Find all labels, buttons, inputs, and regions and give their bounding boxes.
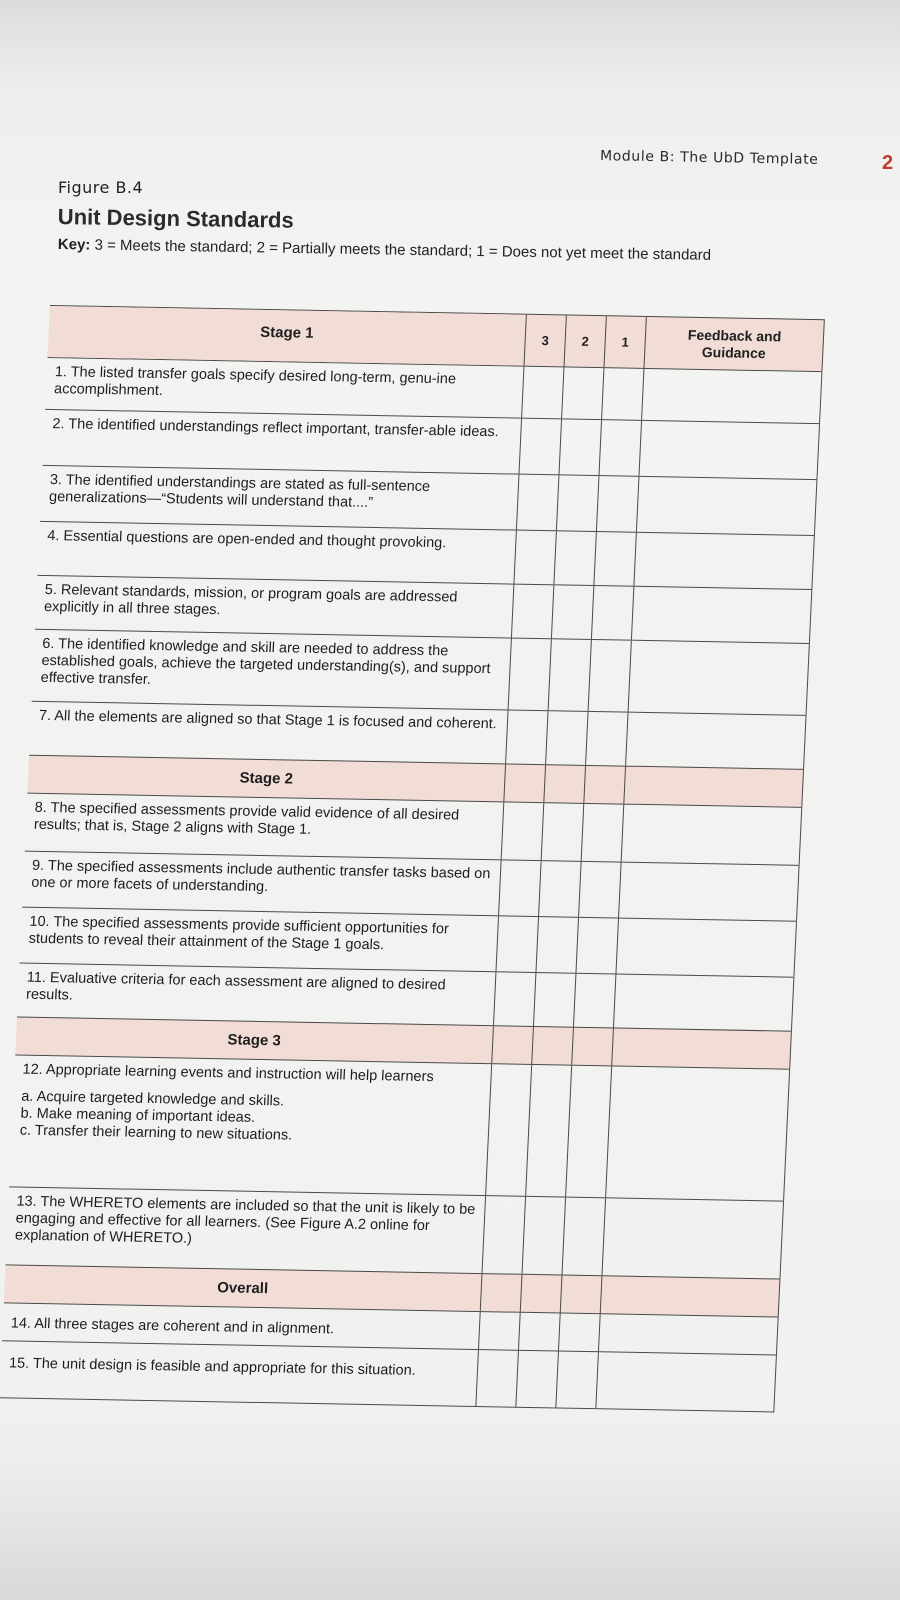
feedback-cell[interactable] <box>605 1066 790 1200</box>
standard-item-4: 4. Essential questions are open-ended and thought provoking. <box>46 527 447 552</box>
feedback-cell[interactable] <box>625 713 806 769</box>
score-2-cell[interactable] <box>525 1065 571 1197</box>
score-1-cell[interactable] <box>581 804 624 862</box>
standard-item-12 <box>9 1055 491 1195</box>
feedback-cell[interactable] <box>598 1314 779 1354</box>
standard-item-11: 11. Evaluative criteria for each assessment are aligned to desired results. <box>25 969 447 1004</box>
score-3-header: 3 <box>524 315 566 367</box>
score-3-cell[interactable] <box>493 972 535 1026</box>
score-1-cell[interactable] <box>558 1314 600 1352</box>
score-2-cell[interactable] <box>518 1313 560 1351</box>
feedback-cell[interactable] <box>601 1198 784 1278</box>
score-2-cell[interactable] <box>556 475 599 531</box>
standard-item-3: 3. The identified understandings are stated as full-sentence generalizations—“Students will understand that....” <box>48 472 431 511</box>
stage-3-heading: Stage 3 <box>227 1031 282 1050</box>
feedback-cell[interactable] <box>628 641 810 715</box>
standard-item-13: 13. The WHERETO elements are included so that the unit is likely to be engaging and effective for all learners. (See Figure A.2 online for explanation of WHERETO.) <box>14 1193 476 1247</box>
score-1-cell <box>560 1276 602 1314</box>
page-number: 2 <box>882 152 894 174</box>
feedback-cell[interactable] <box>636 477 818 535</box>
feedback-cell[interactable] <box>615 919 797 977</box>
running-head: Module B: The UbD Template <box>599 148 819 168</box>
feedback-cell[interactable] <box>621 805 803 865</box>
score-2-cell[interactable] <box>533 973 575 1027</box>
score-2-cell[interactable] <box>515 1351 558 1408</box>
score-1-cell <box>571 1028 613 1066</box>
score-2-cell[interactable] <box>522 1197 566 1275</box>
standard-item-1: 1. The listed transfer goals specify desired long-term, genu-ine accomplishment. <box>53 364 457 400</box>
standard-item-5: 5. Relevant standards, mission, or program goals are addressed explicitly in all three stages. <box>43 581 458 619</box>
score-2-cell[interactable] <box>551 585 593 639</box>
standards-table <box>0 305 825 1412</box>
feedback-cell[interactable] <box>618 863 800 921</box>
score-3-cell[interactable] <box>521 367 563 419</box>
feedback-cell[interactable] <box>595 1352 777 1411</box>
list-item: b. Make meaning of important ideas. <box>20 1105 256 1126</box>
score-3-cell[interactable] <box>478 1312 520 1350</box>
score-1-cell[interactable] <box>599 420 642 476</box>
score-1-cell[interactable] <box>565 1066 611 1198</box>
list-item: c. Transfer their learning to new situations. <box>19 1122 293 1144</box>
score-3-cell <box>503 764 545 802</box>
feedback-cell <box>611 1028 792 1068</box>
score-2-cell <box>543 765 585 803</box>
score-1-cell[interactable] <box>555 1351 598 1408</box>
score-1-cell[interactable] <box>601 368 643 420</box>
table-row <box>6 1186 784 1278</box>
rating-key-label: Key: <box>57 236 91 254</box>
score-1-cell <box>583 766 625 804</box>
score-2-cell[interactable] <box>545 711 587 765</box>
feedback-cell[interactable] <box>631 587 812 643</box>
standard-item-10: 10. The specified assessments provide sufficient opportunities for students to reveal their attainment of the Stage 1 goals. <box>28 913 450 954</box>
score-2-cell[interactable] <box>538 861 581 917</box>
standard-item-14: 14. All three stages are coherent and in alignment. <box>10 1315 335 1338</box>
score-1-cell[interactable] <box>588 640 631 712</box>
score-2-cell <box>531 1027 573 1065</box>
score-2-cell[interactable] <box>535 917 578 973</box>
score-3-cell[interactable] <box>501 802 544 860</box>
feedback-cell <box>600 1276 781 1316</box>
standard-item-6: 6. The identified knowledge and skill are needed to address the established goals, achieve the targeted understanding(s), and support effective transfer. <box>40 635 491 688</box>
score-2-cell[interactable] <box>561 367 603 419</box>
table-row <box>9 1054 790 1200</box>
score-2-cell <box>520 1275 562 1313</box>
standard-item-15: 15. The unit design is feasible and appropriate for this situation. <box>8 1355 417 1379</box>
rating-key-text: 3 = Meets the standard; 2 = Partially meets the standard; 1 = Does not yet meet the standard <box>94 236 712 264</box>
rating-key <box>58 236 711 264</box>
overall-heading: Overall <box>216 1279 269 1298</box>
standard-item-12-sublist <box>19 1089 483 1148</box>
score-1-header: 1 <box>604 316 646 368</box>
score-3-cell <box>480 1274 522 1312</box>
score-3-cell[interactable] <box>485 1064 531 1196</box>
score-3-cell[interactable] <box>508 639 551 711</box>
score-2-cell[interactable] <box>548 639 591 711</box>
stage-1-heading: Stage 1 <box>48 306 526 366</box>
figure-label: Figure B.4 <box>58 178 144 197</box>
score-3-cell[interactable] <box>516 475 559 531</box>
score-1-cell[interactable] <box>573 974 615 1028</box>
feedback-cell[interactable] <box>638 421 820 479</box>
score-3-cell[interactable] <box>511 585 553 639</box>
score-3-cell[interactable] <box>482 1196 526 1274</box>
score-3-cell[interactable] <box>498 860 541 916</box>
score-3-cell[interactable] <box>505 710 547 764</box>
feedback-cell[interactable] <box>641 369 822 423</box>
feedback-header: Feedback and Guidance <box>643 317 824 371</box>
score-2-cell[interactable] <box>559 419 602 475</box>
score-3-cell[interactable] <box>513 531 555 585</box>
score-3-cell <box>491 1026 533 1064</box>
score-3-cell[interactable] <box>475 1350 518 1407</box>
score-1-cell[interactable] <box>575 918 618 974</box>
score-1-cell[interactable] <box>562 1198 606 1276</box>
score-2-cell[interactable] <box>553 531 595 585</box>
list-item: a. Acquire targeted knowledge and skills. <box>20 1088 285 1110</box>
score-1-cell[interactable] <box>585 712 627 766</box>
table-row <box>32 629 810 715</box>
standard-item-7: 7. All the elements are aligned so that Stage 1 is focused and coherent. <box>38 707 498 733</box>
score-3-cell[interactable] <box>519 419 562 475</box>
standard-item-9: 9. The specified assessments include authentic transfer tasks based on one or more facets of understanding. <box>30 857 491 896</box>
stage-2-heading: Stage 2 <box>239 769 294 788</box>
standard-item-12-lead: 12. Appropriate learning events and instruction will help learners <box>22 1061 434 1086</box>
score-1-cell[interactable] <box>593 532 635 586</box>
standard-item-2: 2. The identified understandings reflect important, transfer-able ideas. <box>52 416 500 441</box>
score-2-cell[interactable] <box>541 803 584 861</box>
page-shadow <box>0 1470 900 1600</box>
feedback-cell[interactable] <box>613 974 794 1030</box>
feedback-cell <box>623 767 804 807</box>
score-1-cell[interactable] <box>591 586 633 640</box>
score-3-cell[interactable] <box>495 916 538 972</box>
standard-item-8: 8. The specified assessments provide valid evidence of all desired results; that is, Stage 2 aligns with Stage 1. <box>33 799 460 838</box>
score-2-header: 2 <box>564 315 606 367</box>
score-1-cell[interactable] <box>596 476 639 532</box>
page-title: Unit Design Standards <box>57 204 294 233</box>
score-1-cell[interactable] <box>578 862 621 918</box>
feedback-cell[interactable] <box>633 533 814 589</box>
